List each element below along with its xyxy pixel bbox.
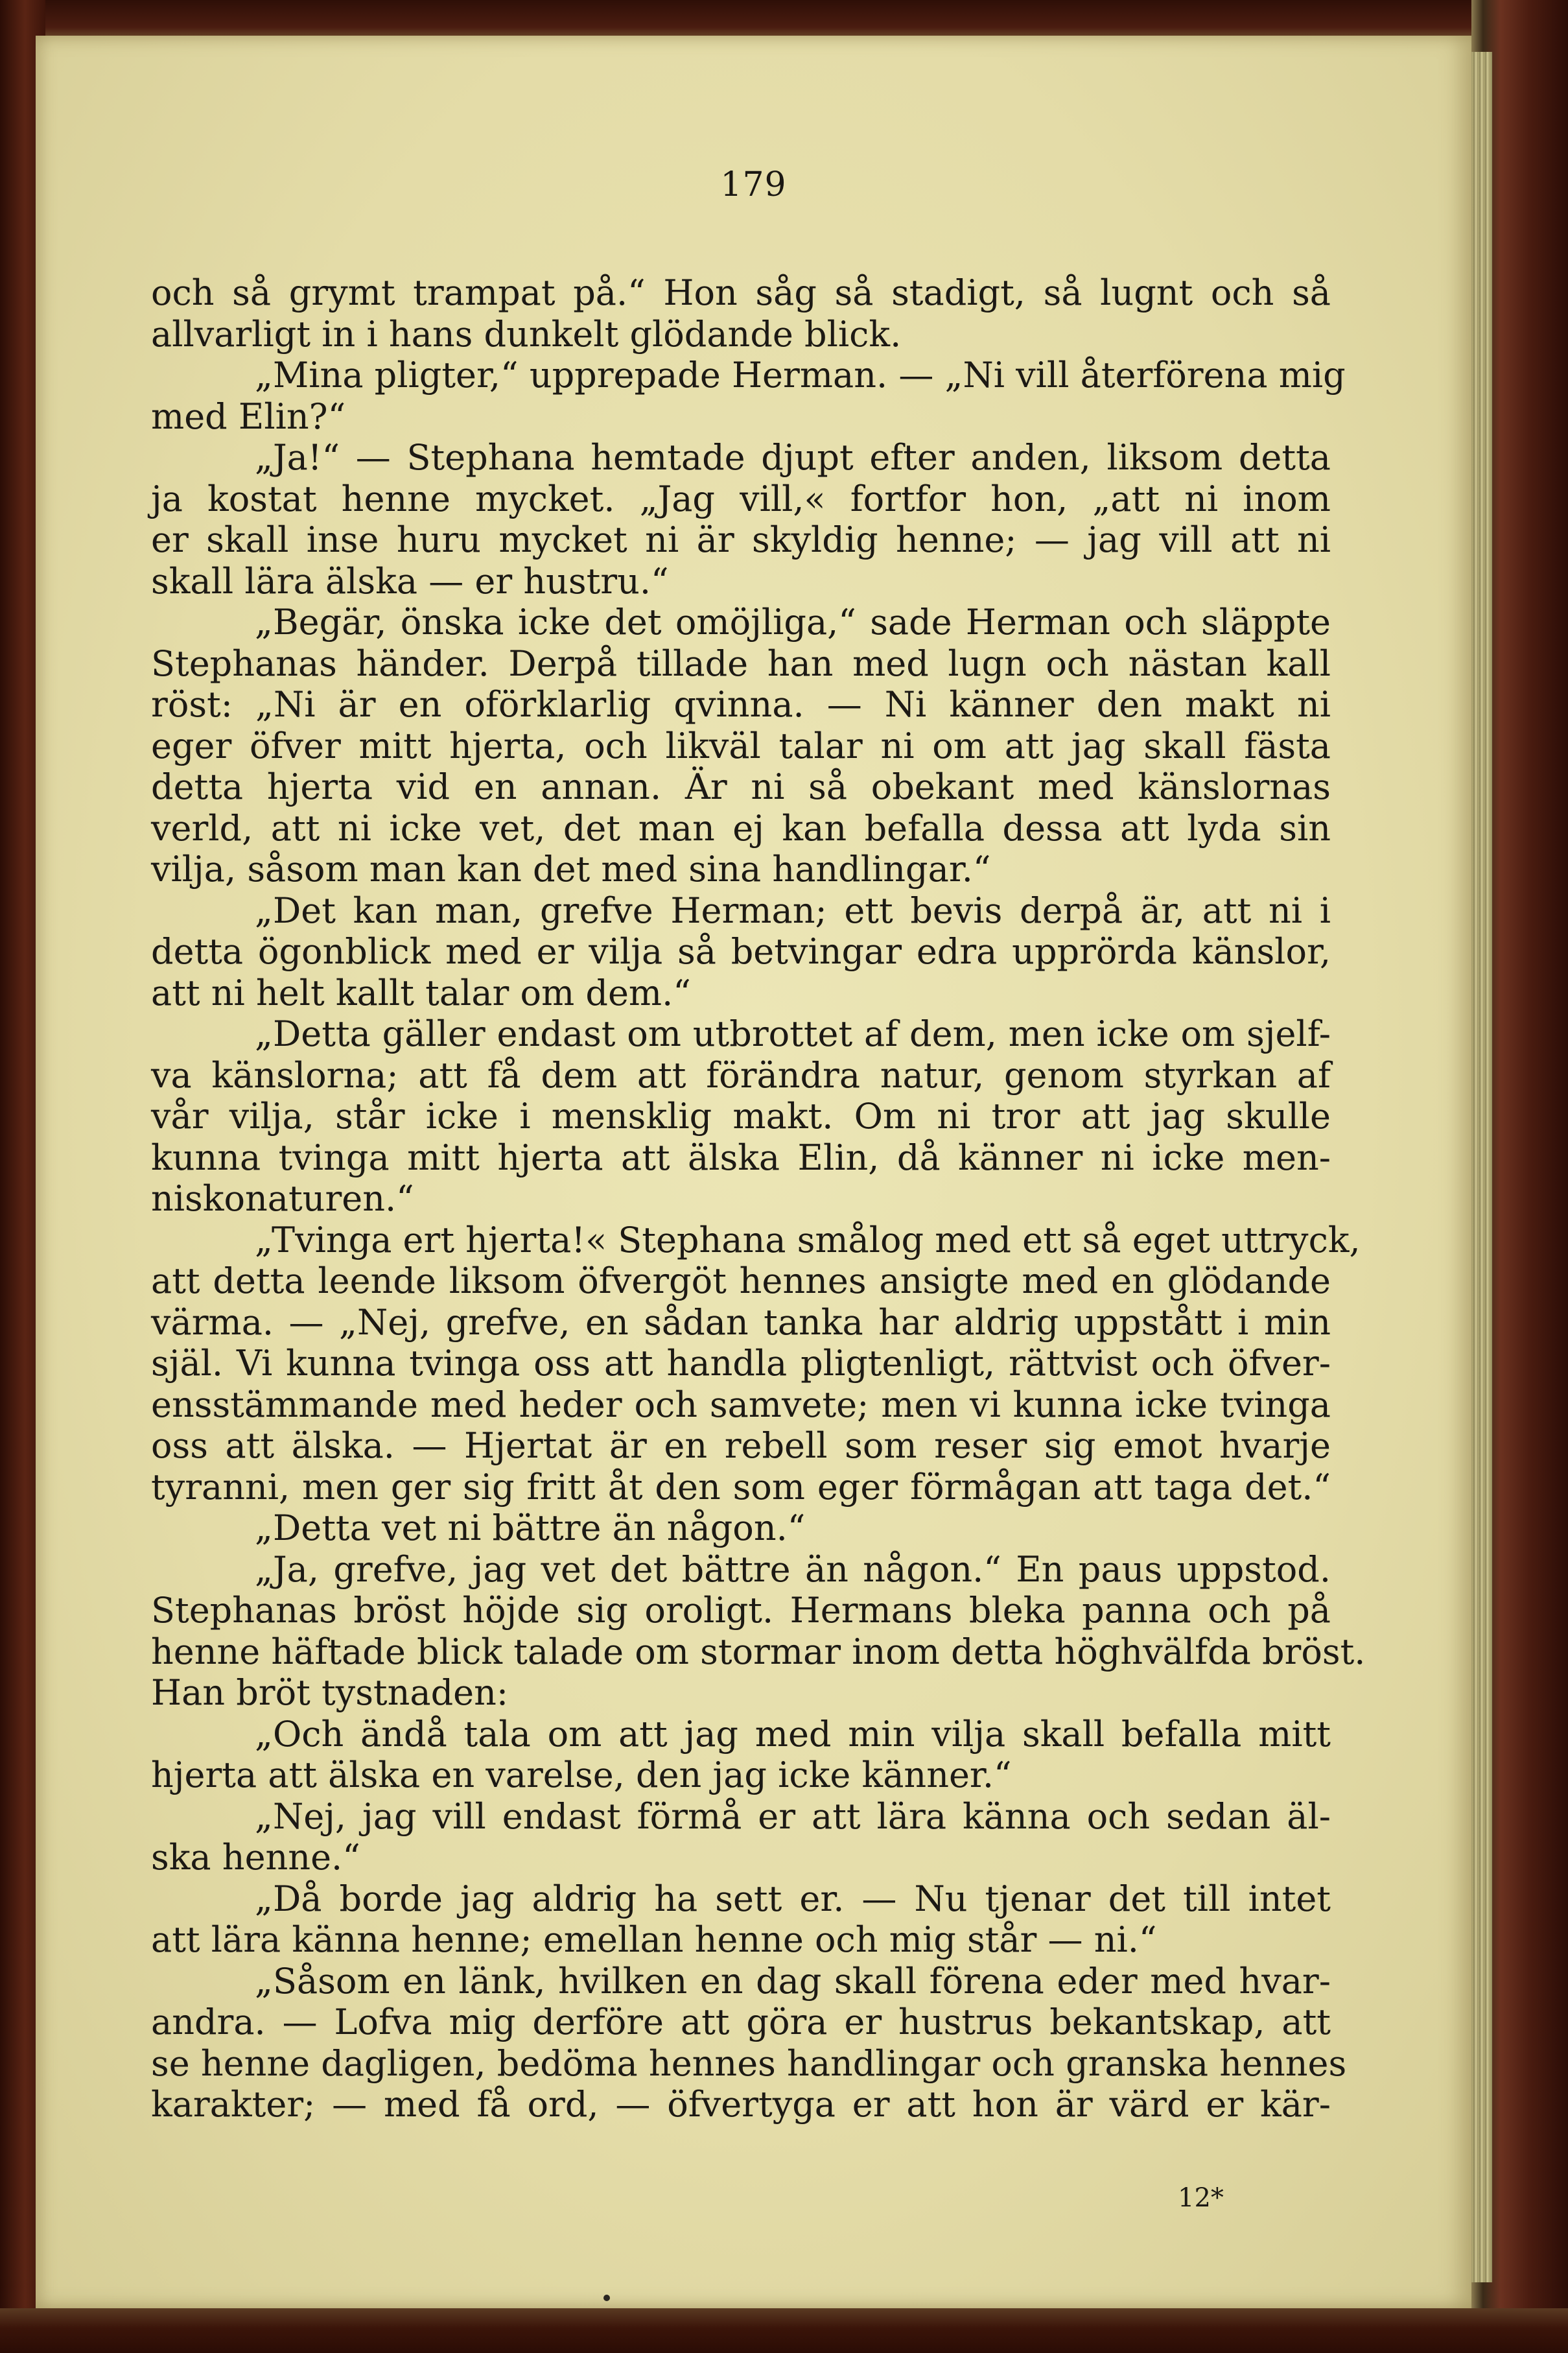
- text-line: ja kostat henne mycket. „Jag vill,« fortfor hon, „att ni inom: [151, 478, 1331, 519]
- text-line: skall lära älska — er hustru.“: [151, 560, 669, 602]
- body-text: [151, 272, 1366, 2125]
- text-line: „Nej, jag vill endast förmå er att lära känna och sedan äl-: [255, 1795, 1331, 1837]
- text-line: vilja, såsom man kan det med sina handlingar.“: [151, 849, 991, 890]
- text-line: själ. Vi kunna tvinga oss att handla pligtenligt, rättvist och öfver-: [151, 1343, 1331, 1384]
- text-line: verld, att ni icke vet, det man ej kan befalla dessa att lyda sin: [151, 807, 1331, 849]
- text-line: detta ögonblick med er vilja så betvingar edra upprörda känslor,: [151, 931, 1331, 972]
- text-line: se henne dagligen, bedöma hennes handlingar och granska hennes: [151, 2042, 1347, 2084]
- text-line: ensstämmande med heder och samvete; men vi kunna icke tvinga: [151, 1384, 1331, 1425]
- text-line: värma. — „Nej, grefve, en sådan tanka har aldrig uppstått i min: [151, 1301, 1331, 1343]
- text-line: Stephanas händer. Derpå tillade han med lugn och nästan kall: [151, 643, 1331, 684]
- text-line: med Elin?“: [151, 396, 346, 437]
- text-line: „Ja, grefve, jag vet det bättre än någon.“ En paus uppstod.: [255, 1548, 1331, 1590]
- text-line: henne häftade blick talade om stormar inom detta höghvälfda bröst.: [151, 1631, 1366, 1672]
- text-line: Han bröt tystnaden:: [151, 1672, 509, 1713]
- ink-dot: [603, 2295, 610, 2301]
- text-line: eger öfver mitt hjerta, och likväl talar ni om att jag skall fästa: [151, 725, 1331, 766]
- text-line: att ni helt kallt talar om dem.“: [151, 972, 691, 1013]
- text-line: andra. — Lofva mig derföre att göra er hustrus bekantskap, att: [151, 2002, 1331, 2042]
- signature-mark: 12*: [1178, 2183, 1224, 2213]
- text-line: oss att älska. — Hjertat är en rebell som reser sig emot hvarje: [151, 1425, 1331, 1466]
- text-line: ska henne.“: [151, 1837, 360, 1878]
- text-line: hjerta att älska en varelse, den jag icke känner.“: [151, 1755, 1012, 1795]
- text-line: detta hjerta vid en annan. Är ni så obekant med känslornas: [151, 766, 1331, 807]
- text-line: vår vilja, står icke i mensklig makt. Om ni tror att jag skulle: [151, 1096, 1331, 1137]
- text-line: „Begär, önska icke det omöjliga,“ sade Herman och släppte: [255, 602, 1331, 643]
- text-line: „Detta vet ni bättre än någon.“: [255, 1508, 806, 1548]
- page-number: 179: [720, 165, 787, 204]
- text-line: va känslorna; att få dem att förändra natur, genom styrkan af: [151, 1054, 1331, 1096]
- text-line: Stephanas bröst höjde sig oroligt. Hermans bleka panna och på: [151, 1590, 1331, 1631]
- book-binding-bottom: [0, 2308, 1568, 2353]
- text-line: „Och ändå tala om att jag med min vilja skall befalla mitt: [255, 1713, 1331, 1755]
- text-line: allvarligt in i hans dunkelt glödande blick.: [151, 313, 902, 355]
- text-line: „Ja!“ — Stephana hemtade djupt efter anden, liksom detta: [255, 437, 1331, 478]
- text-line: „Då borde jag aldrig ha sett er. — Nu tjenar det till intet: [255, 1878, 1331, 1919]
- text-line: er skall inse huru mycket ni är skyldig henne; — jag vill att ni: [151, 519, 1331, 560]
- text-line: röst: „Ni är en oförklarlig qvinna. — Ni känner den makt ni: [151, 684, 1331, 725]
- book-page: [36, 36, 1471, 2308]
- text-line: „Det kan man, grefve Herman; ett bevis derpå är, att ni i: [255, 890, 1331, 931]
- text-line: „Såsom en länk, hvilken en dag skall förena eder med hvar-: [255, 1960, 1331, 2002]
- text-line: och så grymt trampat på.“ Hon såg så stadigt, så lugnt och så: [151, 272, 1331, 313]
- text-line: att lära känna henne; emellan henne och mig står — ni.“: [151, 1919, 1157, 1960]
- text-line: niskonaturen.“: [151, 1178, 414, 1219]
- text-line: tyranni, men ger sig fritt åt den som eger förmågan att taga det.“: [151, 1466, 1331, 1508]
- text-line: „Tvinga ert hjerta!« Stephana smålog med ett så eget uttryck,: [255, 1219, 1361, 1260]
- text-line: karakter; — med få ord, — öfvertyga er att hon är värd er kär-: [151, 2084, 1331, 2125]
- book-binding-top: [0, 0, 1568, 39]
- text-line: „Mina pligter,“ upprepade Herman. — „Ni vill återförena mig: [255, 355, 1346, 396]
- text-line: „Detta gäller endast om utbrottet af dem, men icke om sjelf-: [255, 1013, 1331, 1054]
- text-line: kunna tvinga mitt hjerta att älska Elin, då känner ni icke men-: [151, 1137, 1331, 1178]
- text-line: att detta leende liksom öfvergöt hennes ansigte med en glödande: [151, 1260, 1331, 1301]
